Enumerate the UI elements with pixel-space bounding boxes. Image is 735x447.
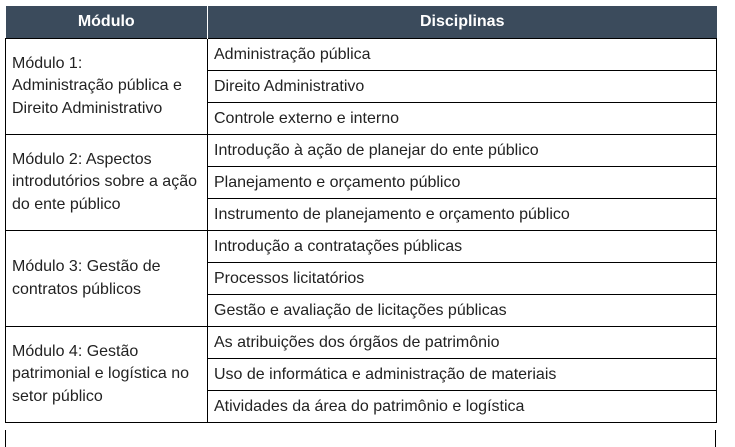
discipline-cell: Introdução a contratações públicas	[208, 231, 717, 263]
discipline-cell: Atividades da área do patrimônio e logística	[208, 391, 717, 423]
discipline-cell: Planejamento e orçamento público	[208, 167, 717, 199]
table-row	[6, 135, 717, 167]
discipline-cell: Direito Administrativo	[208, 71, 717, 103]
curriculum-table	[5, 6, 717, 423]
header-disciplinas: Disciplinas	[208, 6, 717, 39]
module-cell-4: Módulo 4: Gestão patrimonial e logística no setor público	[6, 327, 208, 423]
module-cell-2: Módulo 2: Aspectos introdutórios sobre a ação do ente público	[6, 135, 208, 231]
table-header-row	[6, 6, 717, 39]
table-body	[6, 39, 717, 423]
discipline-cell: Introdução à ação de planejar do ente público	[208, 135, 717, 167]
table-bottom-edge	[5, 430, 716, 447]
module-cell-1: Módulo 1: Administração pública e Direito Administrativo	[6, 39, 208, 135]
discipline-cell: As atribuições dos órgãos de patrimônio	[208, 327, 717, 359]
table-row	[6, 39, 717, 71]
table-row	[6, 231, 717, 263]
table-row	[6, 327, 717, 359]
module-cell-3: Módulo 3: Gestão de contratos públicos	[6, 231, 208, 327]
discipline-cell: Administração pública	[208, 39, 717, 71]
discipline-cell: Controle externo e interno	[208, 103, 717, 135]
discipline-cell: Gestão e avaliação de licitações públicas	[208, 295, 717, 327]
discipline-cell: Instrumento de planejamento e orçamento público	[208, 199, 717, 231]
discipline-cell: Uso de informática e administração de materiais	[208, 359, 717, 391]
header-modulo: Módulo	[6, 6, 208, 39]
discipline-cell: Processos licitatórios	[208, 263, 717, 295]
